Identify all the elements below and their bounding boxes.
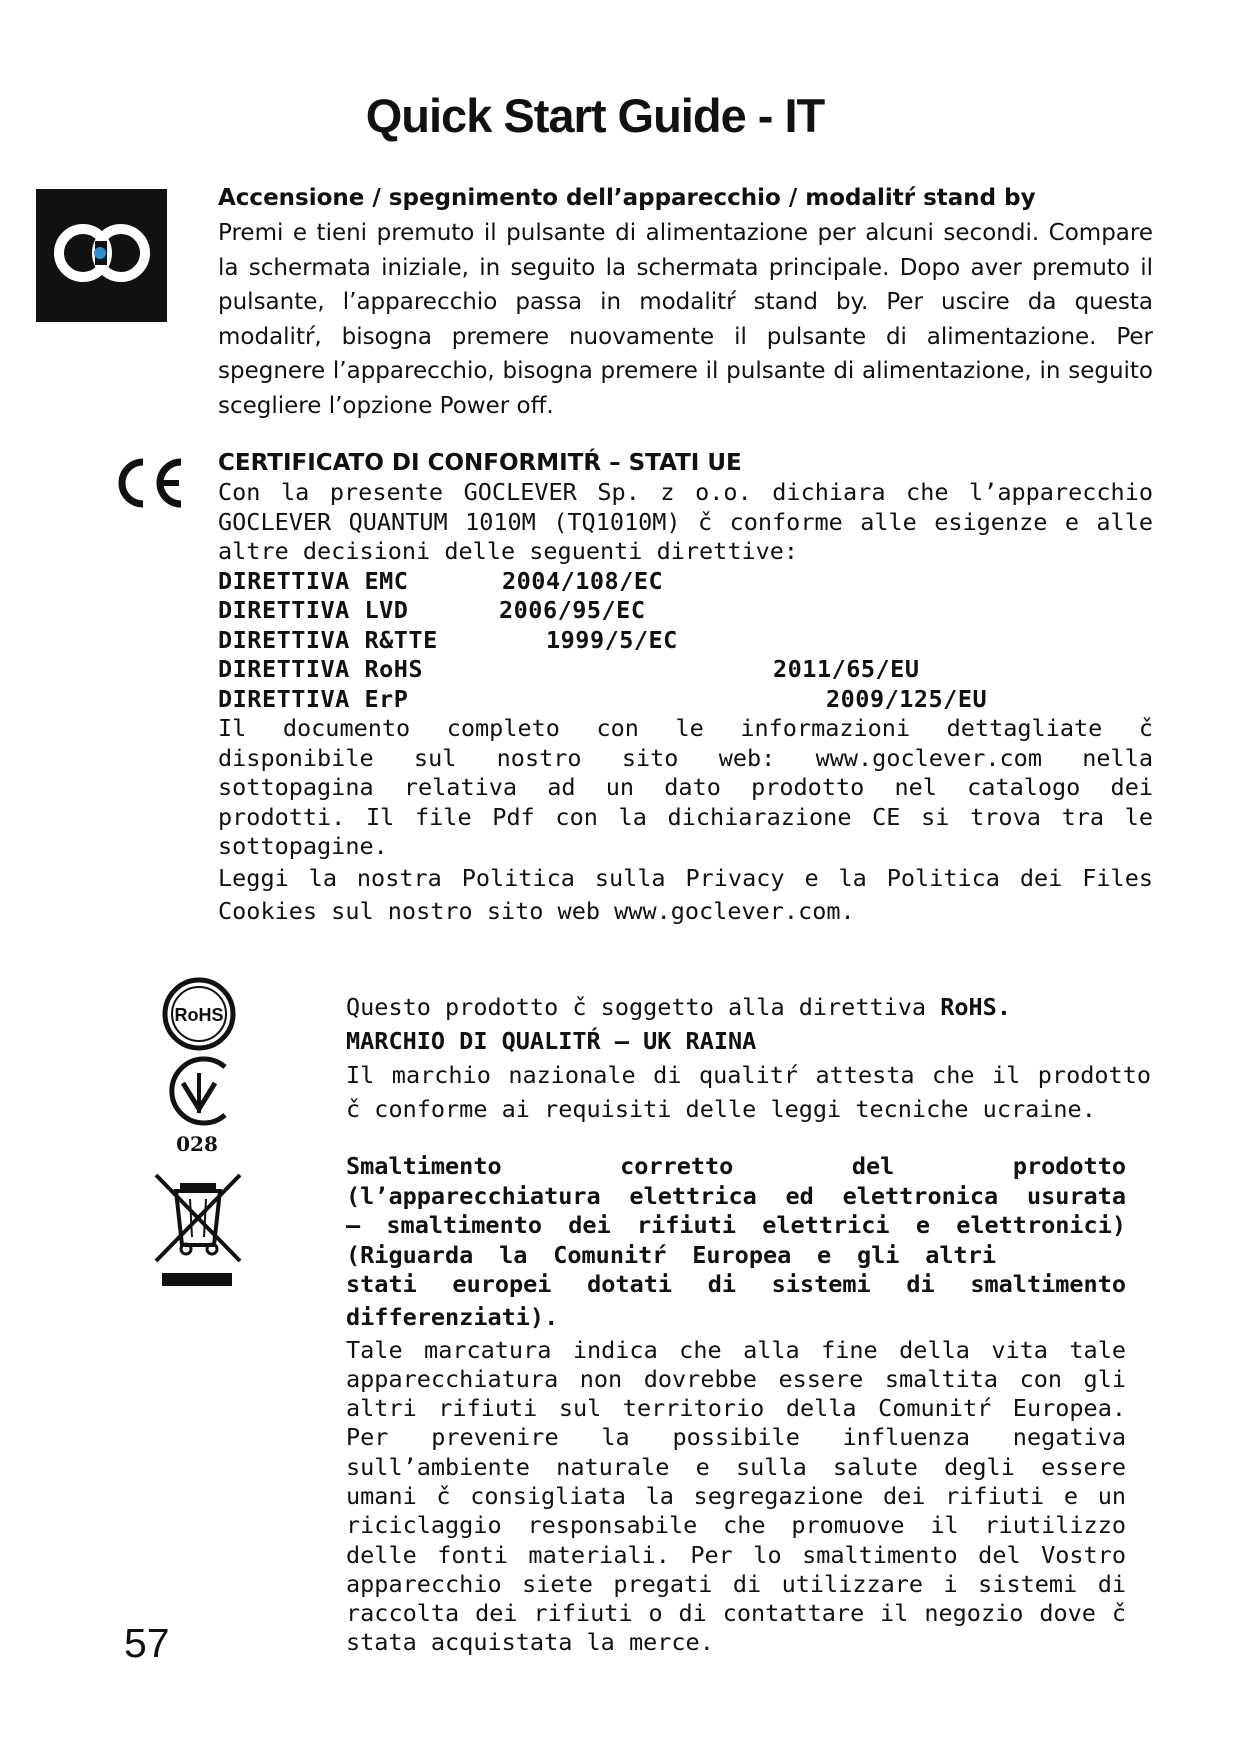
ce-mark-icon [113,456,189,510]
power-section [218,180,1153,424]
weee-heading-line: differenziati). [346,1302,559,1331]
directive-name: DIRETTIVA ErP [218,684,409,713]
weee-heading-line: stati europei dotati di sistemi di smaltimento [346,1270,1126,1298]
weee-heading-line: (Riguarda la Comunitŕ Europea e gli altri [346,1240,996,1269]
directive-code: 2004/108/EC [502,566,664,595]
directive-code: 2011/65/EU [773,655,920,683]
weee-section [346,1152,1126,1658]
weee-body: Tale marcatura indica che alla fine della vita tale apparecchiatura non dovrebbe essere smaltita con gli altri rifiuti sul territorio della Comunitŕ Europea. Per prevenire la possibile influenza negativa sull’ambiente naturale e sulla salute degli essere umani č consigliata la segregazione dei rifiuti e un riciclaggio responsabile che promuove il riutilizzo delle fonti materiali. Per lo smaltimento del Vostro apparecchio siete pregati di utilizzare i sistemi di raccolta dei rifiuti o di contattare il negozio dove č stata acquistata la merce. [346,1335,1126,1657]
directive-name: DIRETTIVA RoHS [218,655,424,683]
weee-heading-line: – smaltimento dei rifiuti elettrici e elettronici) [346,1211,1126,1239]
rohs-bold: RoHS. [940,993,1011,1021]
directive-row [218,626,1153,656]
rohs-line: Questo prodotto č soggetto alla direttiva RoHS. [346,993,1011,1021]
quality-mark-number: 028 [176,1132,218,1155]
directive-row [218,685,1153,715]
directive-name: DIRETTIVA EMC [218,566,409,595]
directive-name: DIRETTIVA R&TTE [218,625,438,654]
privacy-text: Leggi la nostra Politica sulla Privacy e la Politica dei Files Cookies sul nostro sito web www.goclever.com. [218,863,1153,925]
directive-row [218,567,1153,597]
svg-text:RoHS: RoHS [174,1005,224,1025]
ce-heading: CERTIFICATO DI CONFORMITŔ – STATI UE [218,450,742,476]
ce-document-text: Il documento completo con le informazioni dettagliate č disponibile sul nostro sito web: www.goclever.com nella sottopagina relativa ad un dato prodotto nel catalogo dei prodotti. Il file Pdf con la dichiarazione CE si trova tra le sottopagine. [218,714,1153,860]
directive-code: 2009/125/EU [826,684,988,713]
power-heading: Accensione / spegnimento dell’apparecchio / modalitŕ stand by [218,185,1036,211]
page-number: 57 [124,1620,170,1666]
directive-code: 2006/95/EC [499,596,646,624]
rohs-section [346,990,1151,1126]
weee-heading-line: (l’apparecchiatura elettrica ed elettronica usurata [346,1181,1126,1210]
page-title: Quick Start Guide - IT [365,89,825,142]
directive-row [218,596,1153,626]
quality-mark-body: Il marchio nazionale di qualitŕ attesta che il prodotto č conforme ai requisiti delle leggi tecniche ucraine. [346,1061,1151,1123]
power-body: Premi e tieni premuto il pulsante di alimentazione per alcuni secondi. Compare la schermata iniziale, in seguito la schermata principale. Dopo aver premuto il pulsante, l’apparecchio passa in modalitŕ stand by. Per uscire da questa modalitŕ, bisogna premere nuovamente il pulsante di alimentazione. Per spegnere l’apparecchio, bisogna premere il pulsante di alimentazione, in seguito scegliere l’opzione Power off. [218,220,1153,419]
ce-intro: Con la presente GOCLEVER Sp. z o.o. dichiara che l’apparecchio GOCLEVER QUANTUM 1010M (TQ1010M) č conforme alle esigenze e alle altre decisioni delle seguenti direttive: [218,478,1153,565]
power-go-icon [36,189,167,322]
rohs-icon [160,975,238,1053]
weee-heading-line: Smaltimento corretto del prodotto [346,1152,1126,1180]
quality-mark-heading: MARCHIO DI QUALITŔ – UK RAINA [346,1027,757,1055]
ukrainian-quality-mark-icon [163,1055,235,1155]
ce-section [218,448,1153,928]
directive-code: 1999/5/EC [546,625,678,654]
directive-name: DIRETTIVA LVD [218,596,409,624]
crossed-bin-icon [150,1165,248,1287]
directive-row [218,655,1153,685]
